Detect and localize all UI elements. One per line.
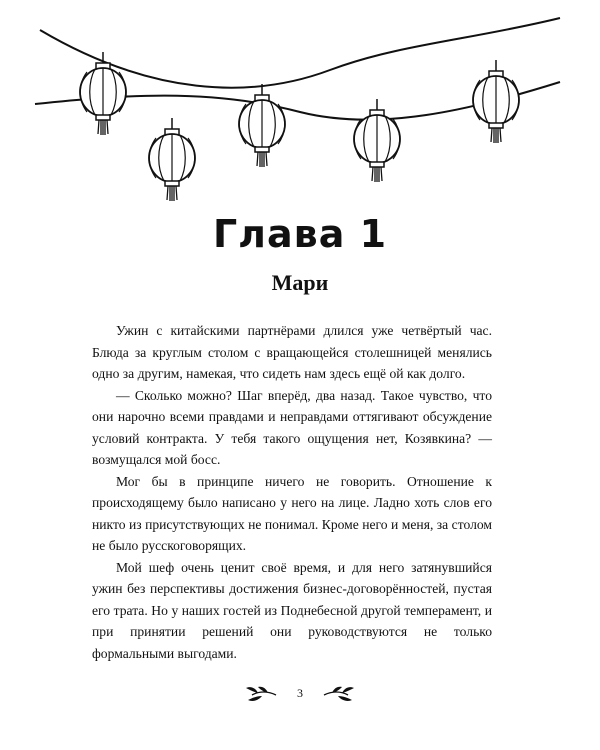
hanging-lanterns-illustration — [0, 0, 600, 210]
page-number: 3 — [297, 686, 303, 700]
lantern-4 — [354, 99, 400, 182]
chapter-subtitle: Мари — [271, 270, 329, 295]
lantern-3 — [239, 84, 285, 167]
paragraph: Ужин с китайскими партнёрами длился уже четвёртый час. Блюда за круглым столом с вращающейся столешницей менялись одно за другим, намекая, что сидеть нам здесь ещё ой как долго. — [92, 323, 492, 381]
paragraph: Мог бы в принципе ничего не говорить. Отношение к происходящему было написано у него на лице. Ладно хоть слов его никто из присутствующих не понимал. Кроме него и меня, за столом не было русскоговорящих. — [92, 473, 492, 553]
lantern-1 — [80, 52, 126, 135]
chapter-body — [92, 320, 492, 664]
lantern-5 — [473, 60, 519, 143]
paragraph: Мой шеф очень ценит своё время, и для него затянувшийся ужин без перспективы достижения бизнес-договорённостей, пустая его трата. Но у наших гостей из Поднебесной другой темперамент, и при принятии решений они руководствуются не только формальными выгодами. — [92, 559, 492, 661]
lantern-2 — [149, 118, 195, 201]
chapter-title: Глава 1 — [212, 212, 388, 256]
paragraph: — Сколько можно? Шаг вперёд, два назад. Такое чувство, что они нарочно всеми правдами и неправдами оттягивают обсуждение условий контракта. У тебя такого ощущения нет, Козявкина? — возмущался мой босс. — [92, 387, 492, 467]
